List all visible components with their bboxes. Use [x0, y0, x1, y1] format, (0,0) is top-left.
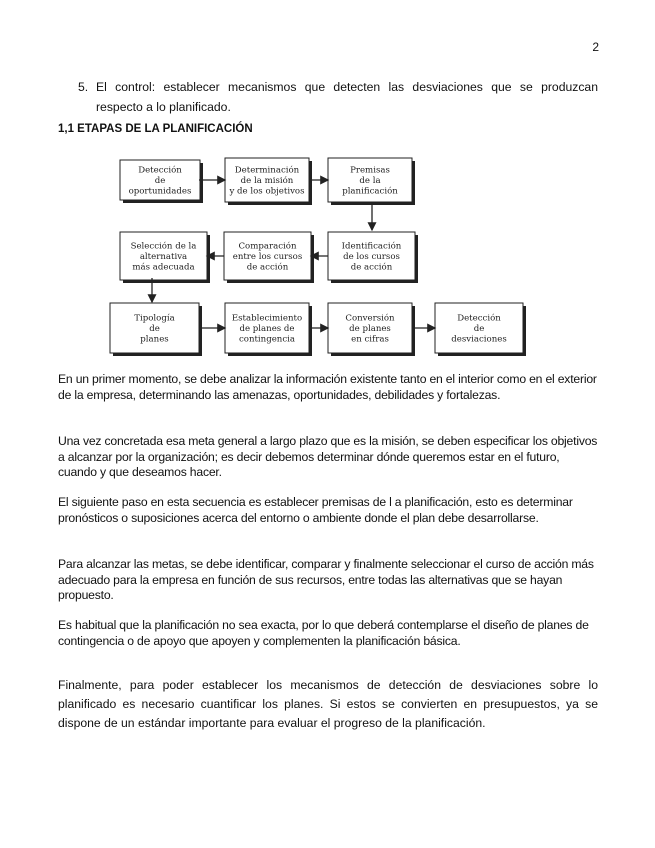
- paragraph-3: El siguiente paso en esta secuencia es establecer premisas de l a planificación, esto es determinar pronósticos o suposiciones acerca del entorno o ambiente donde el plan debe desarrollarse.: [58, 495, 573, 525]
- diagram-box-2: [225, 158, 312, 205]
- diagram-box-text: de: [473, 324, 485, 334]
- diagram-box-text: Detección: [138, 165, 182, 176]
- diagram-box-text: de la misión: [240, 176, 294, 186]
- diagram-box-10: [435, 303, 526, 356]
- diagram-box-text: Comparación: [238, 241, 297, 252]
- paragraph-2: Una vez concretada esa meta general a largo plazo que es la misión, se deben especificar los objetivos a alcanzar por la organización; es decir debemos determinar dónde queremos estar en el futuro, cuando y que deseamos hacer.: [58, 434, 598, 479]
- diagram-box-1: [120, 160, 203, 203]
- diagram-box-text: de planes: [349, 324, 391, 334]
- diagram-box-text: de acción: [350, 262, 393, 273]
- diagram-box-text: alternativa: [139, 252, 188, 262]
- diagram-box-text: de planes de: [239, 324, 295, 334]
- diagram-box-text: de acción: [246, 262, 289, 273]
- diagram-box-text: planificación: [342, 186, 398, 197]
- planning-stages-diagram: [100, 150, 540, 360]
- diagram-box-8: [225, 303, 312, 356]
- list-item-text: El control: establecer mecanismos que detecten las desviaciones que se produzcan respecto a lo planificado.: [96, 80, 598, 114]
- diagram-box-text: contingencia: [238, 334, 296, 345]
- diagram-box-text: Establecimiento: [231, 313, 303, 324]
- diagram-box-text: entre los cursos: [232, 252, 303, 262]
- diagram-box-4: [120, 232, 210, 283]
- diagram-box-text: oportunidades: [128, 186, 192, 197]
- section-heading: 1,1 ETAPAS DE LA PLANIFICACIÓN: [58, 123, 253, 135]
- diagram-box-text: y de los objetivos: [229, 186, 305, 197]
- diagram-box-6: [328, 232, 418, 283]
- diagram-box-text: Selección de la: [130, 241, 197, 252]
- list-item: [78, 77, 598, 117]
- paragraph-5: Es habitual que la planificación no sea exacta, por lo que deberá contemplarse el diseño de planes de contingencia o de apoyo que apoyen y complementen la planificación básica.: [58, 618, 589, 648]
- page-number: 2: [592, 40, 599, 54]
- diagram-box-text: planes: [140, 334, 169, 345]
- diagram-box-text: Tipología: [134, 313, 175, 324]
- diagram-box-text: de: [149, 324, 160, 334]
- diagram-box-text: más adecuada: [132, 262, 195, 273]
- paragraph-4: Para alcanzar las metas, se debe identificar, comparar y finalmente seleccionar el curso de acción más adecuado para la empresa en función de sus recursos, entre todas las alternativas que se hayan propuesto.: [58, 557, 594, 602]
- diagram-box-text: Premisas: [350, 165, 390, 176]
- diagram-box-text: Determinación: [234, 165, 300, 176]
- diagram-box-text: en cifras: [351, 334, 389, 345]
- diagram-box-text: de los cursos: [343, 252, 400, 262]
- list-item-number: 5.: [78, 80, 89, 94]
- diagram-box-text: de la: [359, 176, 381, 186]
- diagram-box-text: de: [154, 176, 166, 186]
- diagram-box-text: desviaciones: [451, 334, 507, 345]
- diagram-box-text: Detección: [457, 313, 501, 324]
- diagram-box-7: [110, 303, 202, 356]
- paragraph-6: Finalmente, para poder establecer los mecanismos de detección de desviaciones sobre lo planificado es necesario cuantificar los planes. Si estos se convierten en presupuestos, ya se dispone de un estándar importante para evaluar el progreso de la planificación.: [58, 678, 598, 730]
- diagram-box-5: [224, 232, 314, 283]
- diagram-box-text: Conversión: [345, 313, 395, 324]
- diagram-box-9: [328, 303, 415, 356]
- diagram-box-text: Identificación: [341, 241, 402, 252]
- diagram-box-3: [328, 158, 415, 205]
- paragraph-1: En un primer momento, se debe analizar la información existente tanto en el interior como en el exterior de la empresa, determinando las amenazas, oportunidades, debilidades y fortalezas.: [58, 372, 597, 402]
